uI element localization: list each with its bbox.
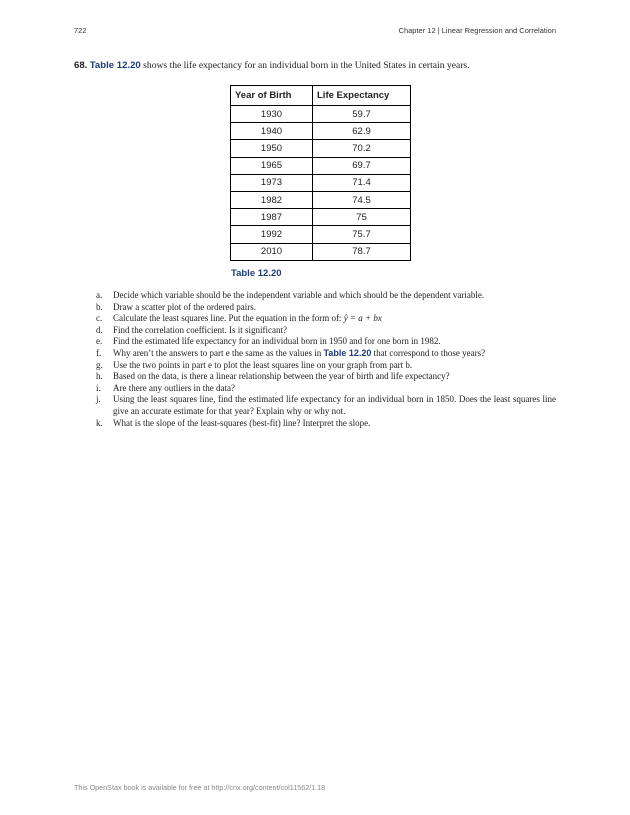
problem-intro: shows the life expectancy for an individual born in the United States in certain years. bbox=[140, 60, 470, 71]
part-text: What is the slope of the least-squares (best-fit) line? Interpret the slope. bbox=[113, 417, 371, 428]
page-footer: This OpenStax book is available for free at http://cnx.org/content/col11562/1.18 bbox=[74, 783, 326, 792]
life-expectancy-cell: 62.9 bbox=[313, 123, 411, 140]
list-item bbox=[96, 336, 556, 348]
part-label: f. bbox=[96, 347, 102, 358]
table-reference-link[interactable]: Table 12.20 bbox=[89, 60, 141, 71]
year-cell: 1950 bbox=[231, 140, 313, 157]
table-row bbox=[231, 209, 411, 226]
year-cell: 1992 bbox=[231, 226, 313, 243]
list-item bbox=[96, 383, 556, 395]
part-label: d. bbox=[96, 324, 103, 335]
part-label: a. bbox=[96, 290, 103, 300]
part-text: Why aren’t the answers to part e the same as the values in bbox=[113, 347, 324, 358]
part-text-after: that correspond to those years? bbox=[371, 347, 486, 358]
part-label: j. bbox=[96, 394, 101, 405]
part-text: Are there any outliers in the data? bbox=[113, 382, 235, 393]
life-expectancy-table bbox=[230, 85, 411, 261]
table-row bbox=[231, 243, 411, 260]
list-item bbox=[96, 360, 556, 372]
life-expectancy-cell: 78.7 bbox=[313, 243, 411, 260]
column-header-life-expectancy: Life Expectancy bbox=[313, 86, 411, 106]
list-item bbox=[96, 313, 556, 325]
part-label: i. bbox=[96, 382, 101, 393]
table-row bbox=[231, 123, 411, 140]
life-expectancy-cell: 74.5 bbox=[313, 191, 411, 208]
list-item bbox=[96, 325, 556, 337]
list-item bbox=[96, 290, 556, 302]
part-text: Decide which variable should be the independent variable and which should be the dependent variable. bbox=[113, 290, 485, 300]
year-cell: 1973 bbox=[231, 174, 313, 191]
column-header-year: Year of Birth bbox=[231, 86, 313, 106]
year-cell: 1987 bbox=[231, 209, 313, 226]
table-row bbox=[231, 174, 411, 191]
part-label: c. bbox=[96, 313, 103, 324]
page-number: 722 bbox=[74, 26, 87, 35]
regression-equation: ŷ = a + bx bbox=[343, 313, 382, 324]
table-row bbox=[231, 157, 411, 174]
list-item bbox=[96, 394, 556, 417]
part-label: e. bbox=[96, 336, 103, 347]
life-expectancy-cell: 75 bbox=[313, 209, 411, 226]
part-label: k. bbox=[96, 417, 103, 428]
part-text: Based on the data, is there a linear relationship between the year of birth and life expectancy? bbox=[113, 371, 450, 382]
part-text: Use the two points in part e to plot the least squares line on your graph from part b. bbox=[113, 359, 413, 370]
year-cell: 1930 bbox=[231, 106, 313, 123]
year-cell: 1982 bbox=[231, 191, 313, 208]
list-item bbox=[96, 418, 556, 430]
table-row bbox=[231, 140, 411, 157]
part-text: Find the estimated life expectancy for an individual born in 1950 and for one born in 1982. bbox=[113, 336, 441, 347]
table-reference-link[interactable]: Table 12.20 bbox=[323, 347, 372, 358]
table-header-row bbox=[231, 86, 411, 106]
part-label: h. bbox=[96, 371, 103, 382]
table-row bbox=[231, 191, 411, 208]
list-item bbox=[96, 302, 556, 314]
year-cell: 1965 bbox=[231, 157, 313, 174]
life-expectancy-cell: 71.4 bbox=[313, 174, 411, 191]
part-label: b. bbox=[96, 301, 103, 312]
life-expectancy-cell: 69.7 bbox=[313, 157, 411, 174]
table-row bbox=[231, 226, 411, 243]
life-expectancy-cell: 70.2 bbox=[313, 140, 411, 157]
year-cell: 2010 bbox=[231, 243, 313, 260]
table-caption: Table 12.20 bbox=[231, 268, 282, 279]
part-text: Find the correlation coefficient. Is it significant? bbox=[113, 324, 288, 335]
part-text: Draw a scatter plot of the ordered pairs. bbox=[113, 301, 256, 312]
table-row bbox=[231, 106, 411, 123]
part-label: g. bbox=[96, 359, 103, 370]
list-item bbox=[96, 371, 556, 383]
life-expectancy-cell: 75.7 bbox=[313, 226, 411, 243]
part-text: Using the least squares line, find the estimated life expectancy for an individual born in 1850. Does the least squares line give an accurate estimate for that year? Explain why or why not. bbox=[113, 394, 556, 416]
problem-parts-list bbox=[96, 290, 556, 429]
chapter-header: Chapter 12 | Linear Regression and Correlation bbox=[398, 26, 556, 35]
list-item bbox=[96, 348, 556, 360]
problem-number: 68. bbox=[74, 60, 88, 71]
part-text: Calculate the least squares line. Put the equation in the form of: bbox=[113, 313, 344, 324]
year-cell: 1940 bbox=[231, 123, 313, 140]
life-expectancy-cell: 59.7 bbox=[313, 106, 411, 123]
problem-statement bbox=[74, 59, 564, 72]
